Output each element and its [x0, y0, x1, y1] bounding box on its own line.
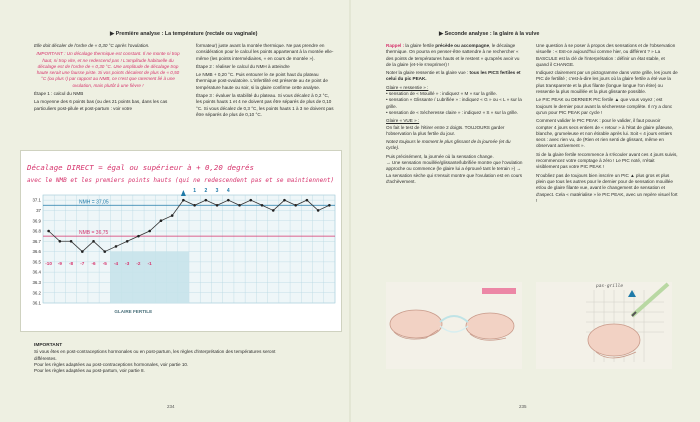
rappel-bold: précède ou accompagne	[435, 43, 490, 48]
count-label: -10	[45, 260, 52, 266]
page-number-right: 235	[519, 404, 527, 409]
temperature-point	[182, 199, 185, 202]
important-line-2: Pour les règles adaptées au post-contraceptions hormonales, voir partie 10.	[34, 361, 189, 367]
right-col2	[536, 43, 678, 206]
y-tick-label: 36.2	[32, 290, 41, 296]
count-label: -6	[91, 260, 96, 266]
high-point-label: 1	[193, 188, 197, 194]
right-p1: Une question à se poser à propos des sensations et de l'observation visuelle : « Est-ce aujourd'hui comme hier, ou différent ? » La BASCULE est la clé de l'interprétation : définir un état stable, et quand il CHANGE.	[536, 43, 676, 67]
illustration-stretch-test	[386, 282, 522, 369]
y-tick-label: 36.4	[32, 269, 41, 275]
vue-text: On fait le test de l'étirer entre 2 doigts. TOUJOURS garder l'observation la plus fertile du jour.	[386, 124, 505, 136]
nmh-label: NMH = 37,05	[79, 199, 109, 206]
important-line-3: Pour les règles adaptées au post-partum, voir partie 8.	[34, 368, 145, 374]
temperature-point	[238, 204, 241, 207]
y-tick-label: 36.6	[32, 249, 41, 255]
stretch-test-drawing	[386, 282, 522, 369]
rappel-text-2: , le décalage thermique. On pourra en penser-être sattendre à ne rechercher « des points de températures hauts et le restent » qu'après avoir vu de la glaire (et-t-le s'exprimer) !	[386, 43, 520, 67]
temperature-point	[70, 240, 73, 243]
y-tick-label: 36.7	[32, 238, 41, 244]
temperature-chart	[20, 150, 342, 332]
col2-p1: formateur) juste avant la montée thermique. Ne pas prendre en considération pour le calcul les points appartenant à la montée elle-même (les points intermédiaires, « en cours de montée »).	[196, 43, 334, 61]
temperature-point	[92, 240, 95, 243]
right-p4: Comment valider le PIC PEAK : pour le valider, il faut pouvoir compter 4 jours secs entiers de « retour » à l'état de glaire pâteuse, blanche, grumeleuse et non étirable après lui. Soit « 4 jours entiers secs : avec rien vu, de (Rien et rien senti de glissant, même en observant activement ».	[536, 118, 674, 149]
temperature-point	[227, 199, 230, 202]
rappel-label: Rappel :	[386, 43, 405, 48]
important-title: IMPORTANT	[34, 343, 63, 348]
nmb-label: NMB = 36,75	[79, 230, 109, 237]
notez-text-3: → Une sensation mouillée/glissante/lubrifiée montre que l'ovulation approche ou commence (le glaire lui a éprouvé tant le terrain ») → La sensation sèche qui s'ensuit montre que l'ovulation est en cours d'achèvement.	[386, 160, 523, 184]
temperature-point	[272, 209, 275, 212]
ressentie-item-0: • sensation de « Mouillé » : indiquez « M » sur la grille.	[386, 91, 497, 97]
left-heading: ▶ Première analyse : La température (rectale ou vaginale)	[110, 31, 258, 37]
intro-text: Elle doit décaler de l'ordre de « 0,30 °C après l'ovulation.	[34, 43, 150, 48]
col2-p3: Le NMB + 0,20 °C. Puis entourer le 4e point haut du plateau thermique post-ovulatoire. L'infertilité est présente au 4e point de température haute ou soir, si la glaire confirme cette analyse.	[196, 72, 328, 90]
note-bold: tous les PICS fertiles et celui du pic PEAK.	[386, 70, 521, 82]
left-col2	[196, 43, 334, 120]
col2-p2: Étape 2 : réaliser le calcul du NMH à atteindre	[196, 63, 290, 69]
illus-note: pas-grille	[596, 284, 624, 289]
illustration-grid-pencil	[536, 282, 672, 369]
step1-text: La moyenne des 6 points bas (ou des 21 points bas, dans les cas particuliers post-pilule et post-partum : voir votre	[34, 99, 168, 111]
notez-text-2: Puis précisément, la journée où la sensation change.	[386, 153, 494, 159]
temperature-point	[317, 209, 320, 212]
ressentie-title: Glaire « ressentie » :	[386, 84, 429, 90]
high-point-label: 3	[215, 188, 219, 194]
fertile-mucus-band	[110, 252, 189, 303]
note-paragraph	[386, 70, 523, 83]
temperature-point	[137, 235, 140, 238]
count-label: -9	[57, 260, 62, 266]
temperature-point	[47, 230, 50, 233]
left-col1	[34, 43, 182, 114]
temperature-point	[205, 199, 208, 202]
peak-marker	[181, 190, 186, 196]
ressentie-item-1: • sensation « Glissante / Lubrifiée » : indiquez « G » ou « L » sur la grille.	[386, 97, 522, 109]
right-heading: ▶ Seconde analyse : la glaire à la vulve	[439, 31, 540, 37]
count-label: -4	[113, 260, 119, 266]
important-block	[34, 343, 344, 374]
temperature-point	[148, 230, 151, 233]
high-point-label: 2	[204, 188, 208, 194]
right-col1	[386, 43, 523, 187]
important-line-1: différentes.	[34, 355, 57, 361]
count-label: -3	[125, 260, 130, 266]
y-tick-label: 36.5	[32, 259, 41, 265]
temperature-point	[249, 199, 252, 202]
y-tick-label: 37	[36, 208, 41, 214]
right-p2: Indiquez clairement par un pictogramme dans votre grille, les jours de PIC de fertilité ; c'est-à-dire les jours où la glaire fertile a été vue la plus transparente et la plus filante (longue longue l'on étire) ou ressentie la plus mouillée et la plus glissante possible.	[536, 70, 678, 95]
grid-pencil-drawing	[536, 282, 672, 369]
high-point-label: 4	[226, 188, 230, 194]
count-label: -8	[69, 260, 74, 266]
page-number-left: 234	[167, 404, 175, 409]
right-p5: Si de la glaire fertile recommence à s'écouler avant ces 4 jours suivis, recommencez votre comptage à zéro ! Le PIC noté, n'était visiblement pas votre PIC PEAK !	[536, 151, 678, 170]
y-tick-label: 36.3	[32, 280, 41, 286]
temperature-point	[328, 204, 331, 207]
count-label: -5	[102, 260, 107, 266]
temperature-point	[294, 204, 297, 207]
important-line-0: Si vous êtes en post-contraceptions hormonales ou en post-partum, les règles d'interprétation des températures seront	[34, 349, 276, 355]
notez-text: Notez toujours le moment le plus glissant de la journée (et du cycle).	[386, 139, 511, 151]
right-p6: N'oubliez pas de toujours bien inscrire un PIC ▲ plus gros et plus plein que tous les autres pour le dernier pour de sensation mouillée et/ou de glaire filante vue, avant le changement de sensation et d'aspect. Cela « matérialise » le PIC PEAK, avec un repère visuel fort !	[536, 172, 678, 203]
right-p3: Le PIC PEAK ou DERNIER PIC fertile ▲ que vous voyez ; est toujours le dernier pour avant la sécheresse complète. Il n'y a donc qu'un pour PIC PEAK par cycle !	[536, 97, 673, 115]
temperature-point	[160, 219, 163, 222]
important-note: IMPORTANT : Un décalage thermique est constant. Il ne monte ni trop haut, ni trop vite, et ne redescend pas ! L'amplitude habituelle du décalage est de l'ordre de « 0,30 °C. Une amplitude de décalage trop haute serait une fausse piste. Si vos points décalent de plus de « 0,50 °C (ou plus !) par rapport au NMB, ce n'est que rarement lié à une ovulation, mais plutôt à une fièvre !	[36, 51, 180, 88]
step1-title: Étape 1 : calcul du NMB	[34, 91, 84, 97]
count-label: -7	[80, 260, 85, 266]
note-text: Noter la glaire ressentie et la glaire vue :	[386, 70, 470, 76]
temperature-point	[81, 250, 84, 253]
y-tick-label: 36.9	[32, 218, 41, 224]
temperature-point	[103, 250, 106, 253]
ressentie-item-2: • sensation de « Sécheresse claire » : indiquez « S » sur la grille.	[386, 109, 519, 115]
page-gutter	[349, 0, 351, 422]
chart-svg	[21, 151, 341, 331]
temperature-point	[115, 245, 118, 248]
count-label: -1	[147, 260, 152, 266]
temperature-point	[283, 199, 286, 202]
col2-p4: Étape 3 : évaluer la stabilité du plateau. Si vous décalez à 0,2 °C, les points hauts 1 et 4 ne doivent pas être séparés de plus de 0,10 °C. Si vous décalez de 0,3 °C, les points hauts 1 à 3 ne doivent pas être séparés de plus de 0,10 °C.	[196, 93, 334, 117]
temperature-point	[171, 214, 174, 217]
temperature-point	[261, 204, 264, 207]
y-tick-label: 36.1	[32, 300, 41, 306]
rappel-paragraph	[386, 43, 523, 68]
count-label: -2	[136, 260, 141, 266]
fertile-label: GLAIRE FERTILE	[114, 309, 153, 314]
y-tick-label: 37.1	[32, 197, 41, 203]
temperature-point	[126, 240, 129, 243]
temperature-point	[306, 199, 309, 202]
chart-annotation-2: avec le NMB et les premiers points hauts (qui ne redescendent pas et se maintiennent)	[27, 177, 335, 184]
rappel-text-1: la glaire fertile	[404, 43, 436, 48]
temperature-point	[216, 204, 219, 207]
temperature-point	[193, 204, 196, 207]
chart-annotation-1: Décalage DIRECT = égal ou supérieur à + 0,20 degrés	[27, 163, 254, 172]
y-tick-label: 36.8	[32, 228, 41, 234]
temperature-point	[59, 240, 62, 243]
vue-title: Glaire « VUE » :	[386, 118, 420, 124]
